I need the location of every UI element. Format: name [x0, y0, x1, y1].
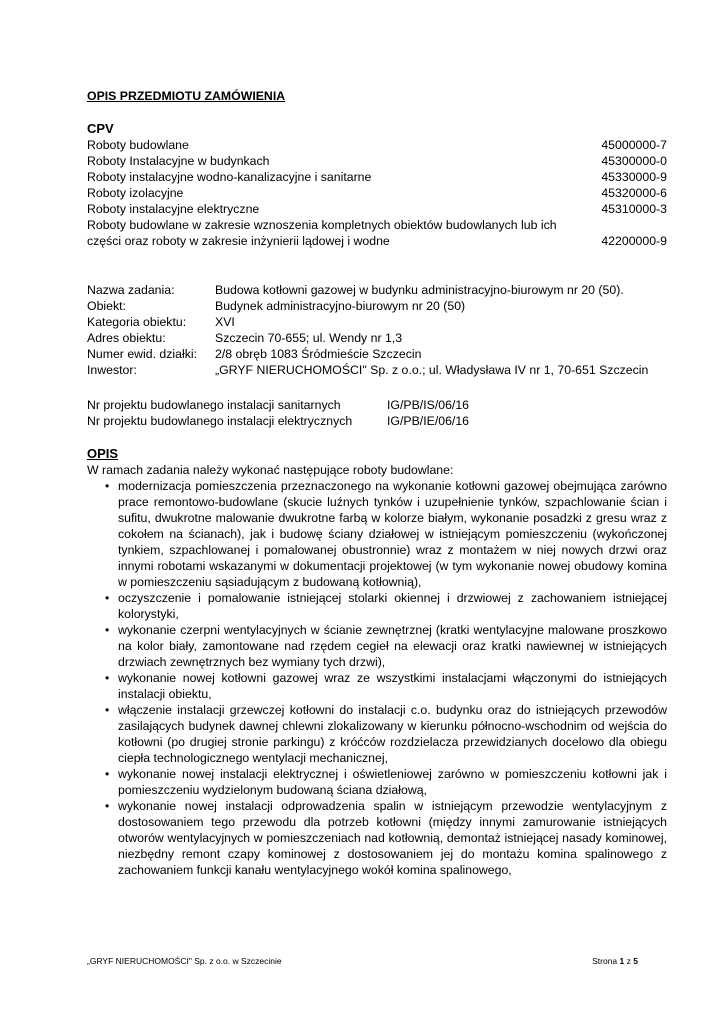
- cpv-label: Roboty instalacyjne elektryczne: [87, 202, 260, 216]
- list-item-text: wykonanie czerpni wentylacyjnych w ścianie zewnętrznej (kratki wentylacyjne malowane proszkowo na kolor biały, zamontowane nad rzędem cegieł na elewacji oraz kratki nawiewnej w istniejących drzwiach zewnętrznych bez wymiany tych drzwi),: [118, 623, 667, 669]
- project-number-value: IG/PB/IE/06/16: [387, 414, 470, 428]
- page-current: 1: [619, 956, 625, 966]
- cpv-row: [87, 153, 667, 169]
- info-row: [87, 346, 667, 362]
- list-item: [87, 702, 667, 766]
- footer-page-number: [592, 953, 638, 969]
- cpv-row: [87, 137, 667, 153]
- project-number-value: IG/PB/IS/06/16: [387, 398, 470, 412]
- cpv-code: 45300000-0: [601, 154, 667, 168]
- project-number-row: [87, 397, 667, 413]
- list-item: [87, 478, 667, 590]
- info-row: [87, 330, 667, 346]
- project-numbers: [87, 397, 667, 429]
- info-row: [87, 298, 667, 314]
- cpv-code: 45310000-3: [601, 202, 667, 216]
- cpv-row: [87, 169, 667, 185]
- info-value: Budynek administracyjno-biurowym nr 20 (50): [215, 299, 466, 313]
- list-item-text: włączenie instalacji grzewczej kotłowni do instalacji c.o. budynku oraz do istniejących przewodów zasilających budynek dawnej chlewni zlokalizowany w kierunku północno-wschodnim od wejścia do kotłowni (po drugiej stronie parkingu) z króćców rozdzielacza przewidzianych docelowo dla obiegu ciepła technologicznego wentylacji mechanicznej,: [118, 703, 667, 765]
- opis-heading: OPIS: [87, 446, 119, 461]
- bullet-icon: •: [105, 479, 110, 493]
- cpv-label: Roboty izolacyjne: [87, 186, 184, 200]
- cpv-row: [87, 201, 667, 217]
- bullet-icon: •: [105, 799, 110, 813]
- project-number-label: Nr projektu budowlanego instalacji sanitarnych: [87, 398, 341, 412]
- list-item: [87, 798, 667, 878]
- cpv-heading: CPV: [87, 121, 114, 136]
- info-value: Budowa kotłowni gazowej w budynku administracyjno-biurowym nr 20 (50).: [215, 283, 624, 297]
- bullet-icon: •: [105, 623, 110, 637]
- list-item-text: modernizacja pomieszczenia przeznaczonego na wykonanie kotłowni gazowej obejmująca zarówno prace remontowo-budowlane (skucie luźnych tynków i uzupełnienie tynków, szpachlowanie ścian i sufitu, dwukrotne malowanie dwukrotne farbą w kolorze białym, wykonanie posadzki z gresu wraz z cokołem na ścianach), jak i budowę ściany działowej w istniejącym pomieszczeniu (wykończonej tynkiem, szpachlowanej i pomalowanej obustronnie) wraz z montażem w niej nowych drzwi oraz innymi robotami wskazanymi w dokumentacji projektowej (w tym wykonanie nowej obudowy komina w pomieszczeniu sąsiadującym z budowaną kotłownią),: [118, 479, 667, 589]
- bullet-icon: •: [105, 671, 110, 685]
- list-item: [87, 766, 667, 798]
- cpv-row: [87, 185, 667, 201]
- info-key: Inwestor:: [87, 363, 137, 377]
- cpv-label: Roboty Instalacyjne w budynkach: [87, 154, 270, 168]
- bullet-icon: •: [105, 591, 110, 605]
- list-item-text: wykonanie nowej kotłowni gazowej wraz ze wszystkimi instalacjami włączonymi do istniejących instalacji obiektu,: [118, 671, 667, 701]
- project-number-row: [87, 413, 667, 429]
- cpv-label: Roboty budowlane: [87, 138, 189, 152]
- list-item-text: oczyszczenie i pomalowanie istniejącej stolarki okiennej i drzwiowej z zachowaniem istniejącej kolorystyki,: [118, 591, 667, 621]
- cpv-code: 42200000-9: [601, 234, 667, 248]
- cpv-code: 45320000-6: [601, 186, 667, 200]
- cpv-row: [87, 217, 667, 249]
- opis-intro: W ramach zadania należy wykonać następujące roboty budowlane:: [87, 463, 454, 477]
- list-item: [87, 670, 667, 702]
- page-separator: z: [626, 956, 631, 966]
- cpv-code: 45000000-7: [601, 138, 667, 152]
- info-key: Adres obiektu:: [87, 331, 166, 345]
- info-key: Kategoria obiektu:: [87, 315, 187, 329]
- list-item: [87, 590, 667, 622]
- info-row: [87, 314, 667, 330]
- footer-company: „GRYF NIERUCHOMOŚCI" Sp. z o.o. w Szczecinie: [87, 956, 282, 966]
- bullet-icon: •: [105, 703, 110, 717]
- info-key: Nazwa zadania:: [87, 283, 175, 297]
- info-key: Obiekt:: [87, 299, 126, 313]
- work-list: [87, 478, 667, 878]
- page-label: Strona: [592, 956, 618, 966]
- info-value: „GRYF NIERUCHOMOŚCI" Sp. z o.o.; ul. Władysława IV nr 1, 70-651 Szczecin: [215, 363, 649, 377]
- list-item-text: wykonanie nowej instalacji elektrycznej i oświetleniowej zarówno w pomieszczeniu kotłowni jak i pomieszczeniu wydzielonym budowaną ściana działową,: [118, 767, 667, 797]
- bullet-icon: •: [105, 767, 110, 781]
- project-info: [87, 282, 667, 378]
- cpv-list: [87, 137, 667, 249]
- info-row: [87, 362, 667, 378]
- project-number-label: Nr projektu budowlanego instalacji elektrycznych: [87, 414, 353, 428]
- page-total: 5: [633, 956, 638, 966]
- cpv-label: Roboty budowlane w zakresie wznoszenia kompletnych obiektów budowlanych lub ich części oraz roboty w zakresie inżynierii lądowej i wodne: [87, 218, 557, 248]
- info-value: XVI: [215, 315, 235, 329]
- info-value: Szczecin 70-655; ul. Wendy nr 1,3: [215, 331, 403, 345]
- list-item-text: wykonanie nowej instalacji odprowadzenia spalin w istniejącym przewodzie wentylacyjnym z dostosowaniem tego przewodu dla potrzeb kotłowni (między innymi zamurowanie istniejących otworów wentylacyjnych w pomieszczeniach nad kotłownią, demontaż istniejącej nasady kominowej, niezbędny remont czapy kominowej z dostosowaniem jej do montażu komina spalinowego z zachowaniem funkcji kanału wentylacyjnego wokół komina spalinowego,: [118, 799, 667, 877]
- cpv-label: Roboty instalacyjne wodno-kanalizacyjne i sanitarne: [87, 170, 372, 184]
- info-value: 2/8 obręb 1083 Śródmieście Szczecin: [215, 347, 422, 361]
- info-key: Numer ewid. działki:: [87, 347, 198, 361]
- document-title: OPIS PRZEDMIOTU ZAMÓWIENIA: [87, 89, 286, 103]
- cpv-code: 45330000-9: [601, 170, 667, 184]
- list-item: [87, 622, 667, 670]
- info-row: [87, 282, 667, 298]
